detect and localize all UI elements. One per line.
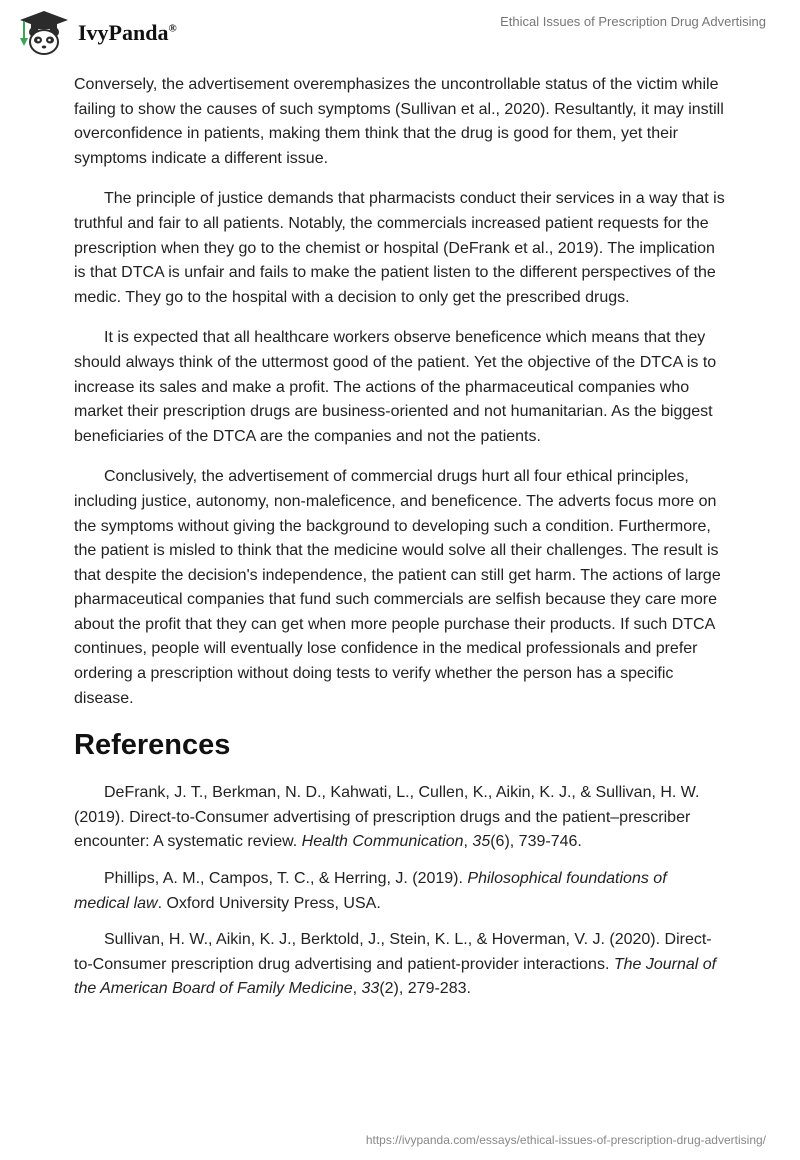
reference-publisher: . Oxford University Press, USA. bbox=[157, 894, 381, 912]
brand-name[interactable] bbox=[78, 20, 177, 46]
reference-journal: Health Communication bbox=[301, 833, 464, 851]
reference-item-3 bbox=[74, 928, 726, 1002]
reference-text: DeFrank, J. T., Berkman, N. D., Kahwati, L., Cullen, K., Aikin, K. J., & Sullivan, H. W. (2019). Direct-to-Consumer advertising of prescription drugs and the patient–prescriber encounter: A systematic review. bbox=[74, 784, 700, 851]
page-header bbox=[0, 0, 800, 64]
reference-separator: , bbox=[352, 980, 362, 998]
brand-text: IvyPanda bbox=[78, 20, 169, 45]
essay-content bbox=[74, 73, 726, 1014]
reference-volume: 33 bbox=[361, 980, 380, 998]
reference-pages: (6), 739-746. bbox=[490, 833, 582, 851]
document-title: Ethical Issues of Prescription Drug Advertising bbox=[500, 14, 766, 29]
reference-volume: 35 bbox=[472, 833, 491, 851]
reference-item-2 bbox=[74, 867, 726, 916]
reference-item-1 bbox=[74, 781, 726, 855]
body-paragraph-1: Conversely, the advertisement overemphasizes the uncontrollable status of the victim while failing to show the causes of such symptoms (Sullivan et al., 2020). Resultantly, it may instill overconfidence in patients, making them think that the drug is good for them, yet their symptoms indicate a different issue. bbox=[74, 76, 724, 167]
reference-text: Phillips, A. M., Campos, T. C., & Herring, J. (2019). bbox=[104, 870, 468, 888]
reference-book-title: Philosophical foundations of medical law bbox=[74, 870, 667, 912]
body-paragraph-3: It is expected that all healthcare workers observe beneficence which means that they should always think of the uttermost good of the patient. Yet the objective of the DTCA is to increase its sales and make a profit. The actions of the pharmaceutical companies who market their prescription drugs are business-oriented and not humanitarian. As the biggest beneficiaries of the DTCA are the companies and not the patients. bbox=[74, 329, 717, 445]
registered-mark: ® bbox=[168, 22, 177, 35]
reference-pages: (2), 279-283. bbox=[379, 980, 471, 998]
source-url-link[interactable]: https://ivypanda.com/essays/ethical-issues-of-prescription-drug-advertising/ bbox=[365, 1133, 766, 1147]
body-paragraph-2: The principle of justice demands that pharmacists conduct their services in a way that is truthful and fair to all patients. Notably, the commercials increased patient requests for the prescription when they go to the chemist or hospital (DeFrank et al., 2019). The implication is that DTCA is unfair and fails to make the patient listen to the different perspectives of the medic. They go to the hospital with a decision to only get the prescribed drugs. bbox=[74, 190, 725, 306]
reference-journal: The Journal of the American Board of Family Medicine bbox=[74, 955, 717, 998]
ivypanda-logo-icon[interactable] bbox=[14, 8, 74, 58]
body-paragraph-4: Conclusively, the advertisement of commercial drugs hurt all four ethical principles, including justice, autonomy, non-maleficence, and beneficence. The adverts focus more on the symptoms without giving the background to developing such a condition. Furthermore, the patient is misled to think that the medicine would solve all their challenges. The result is that despite the decision's independence, the patient can still get harm. The actions of large pharmaceutical companies that fund such commercials are selfish because they care more about the profit that they can get when more people purchase their products. If such DTCA continues, people will eventually lose confidence in the medical professionals and prefer ordering a prescription without doing tests to verify whether the person has a specific disease. bbox=[74, 468, 721, 707]
reference-text: Sullivan, H. W., Aikin, K. J., Berktold, J., Stein, K. L., & Hoverman, V. J. (2020). Direct-to-Consumer prescription drug advertising and patient-provider interactions. bbox=[74, 931, 712, 973]
reference-separator: , bbox=[463, 833, 473, 851]
references-heading: References bbox=[74, 729, 231, 762]
